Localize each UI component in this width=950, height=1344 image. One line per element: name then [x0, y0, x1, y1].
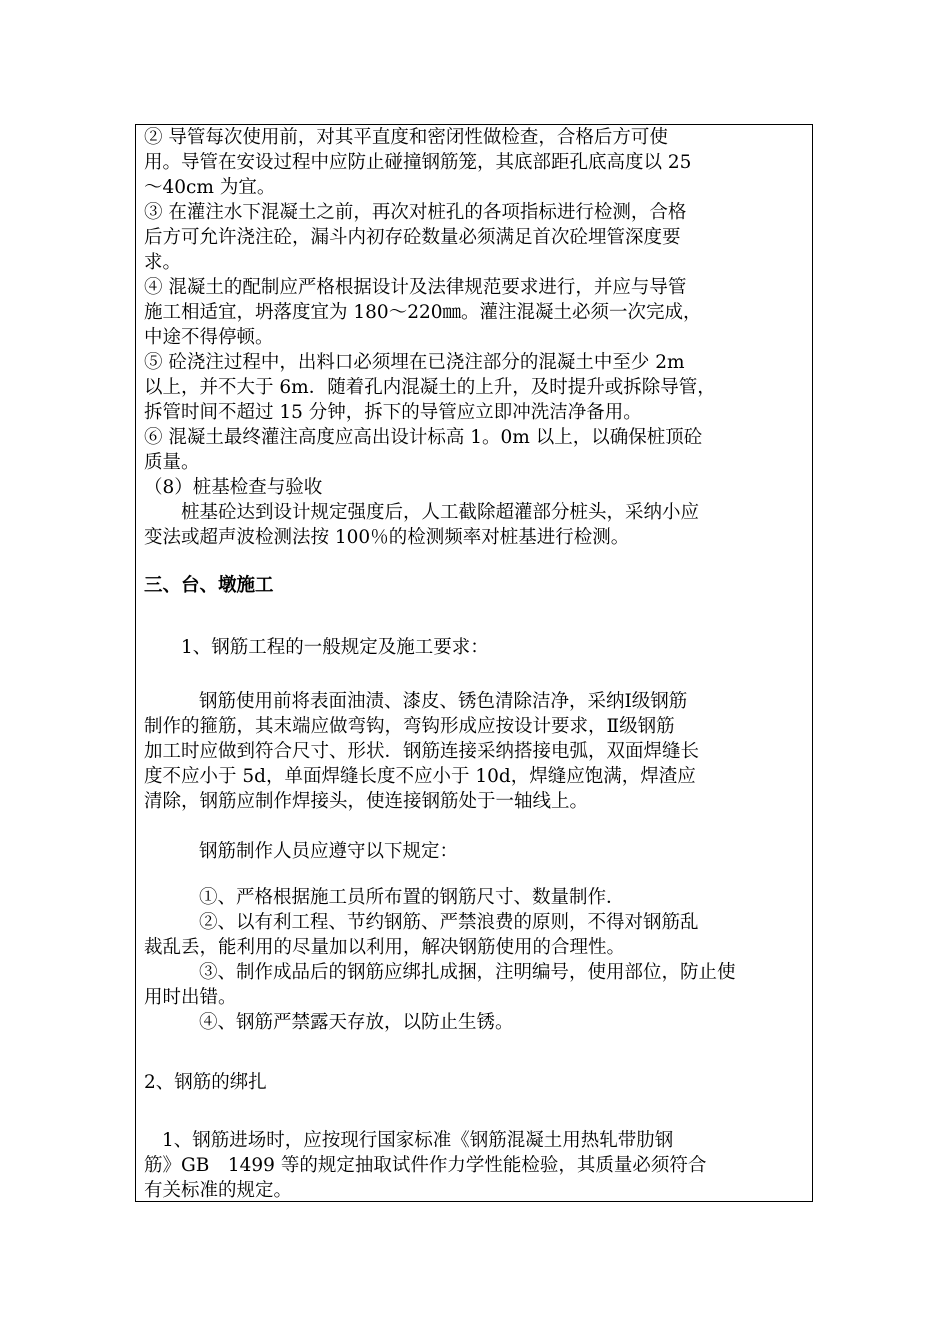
text-line: ⑥ 混凝土最终灌注高度应高出设计标高 1。0m 以上，以确保桩顶砼 — [144, 427, 703, 448]
document-frame — [135, 124, 813, 1202]
subsection-heading-text: 2、钢筋的绑扎 — [144, 1072, 267, 1093]
text-line: ～40cm 为宜。 — [144, 177, 276, 198]
text-line: 筋》GB 1499 等的规定抽取试件作力学性能检验，其质量必须符合 — [144, 1155, 707, 1176]
list-item-5 — [144, 350, 806, 425]
rule-item: ②、以有利工程、节约钢筋、严禁浪费的原则，不得对钢筋乱 — [199, 912, 699, 933]
subsection-heading-2 — [144, 1070, 806, 1095]
section-heading — [144, 573, 806, 598]
rule-item: ④、钢筋严禁露天存放，以防止生锈。 — [199, 1012, 514, 1033]
text-line: 以上，并不大于 6m．随着孔内混凝土的上升，及时提升或拆除导管， — [144, 377, 716, 398]
pile-heading — [144, 475, 806, 500]
text-line: 清除，钢筋应制作焊接头，使连接钢筋处于一轴线上。 — [144, 791, 589, 812]
binding-paragraph — [144, 1128, 806, 1202]
rule-item: ③、制作成品后的钢筋应绑扎成捆，注明编号，使用部位，防止使 — [199, 962, 736, 983]
rules-list — [144, 885, 806, 1035]
text-line: ⑤ 砼浇注过程中，出料口必须埋在已浇注部分的混凝土中至少 2m — [144, 352, 685, 373]
pile-paragraph — [144, 500, 806, 550]
text-line: 求。 — [144, 252, 182, 273]
rule-item-continuation: 用时出错。 — [144, 987, 237, 1008]
text-line: 加工时应做到符合尺寸、形状．钢筋连接采纳搭接电弧，双面焊缝长 — [144, 741, 700, 762]
text-line: 质量。 — [144, 452, 200, 473]
rules-intro-text: 钢筋制作人员应遵守以下规定： — [199, 841, 459, 862]
list-item-3 — [144, 200, 806, 275]
text-line: 制作的箍筋，其末端应做弯钩，弯钩形成应按设计要求，Ⅱ级钢筋 — [144, 716, 675, 737]
rule-item-continuation: 裁乱丢，能利用的尽量加以利用，解决钢筋使用的合理性。 — [144, 937, 626, 958]
text-line: 用。导管在安设过程中应防止碰撞钢筋笼，其底部距孔底高度以 25 — [144, 152, 692, 173]
list-item-6 — [144, 425, 806, 475]
text-line: 施工相适宜，坍落度宜为 180～220㎜。灌注混凝土必须一次完成， — [144, 302, 702, 323]
subsection-heading-1 — [144, 635, 806, 660]
text-line: 度不应小于 5d，单面焊缝长度不应小于 10d，焊缝应饱满，焊渣应 — [144, 766, 696, 787]
list-item-4 — [144, 275, 806, 350]
text-line: 拆管时间不超过 15 分钟，拆下的导管应立即冲洗洁净备用。 — [144, 402, 642, 423]
rebar-paragraph — [144, 689, 806, 814]
text-line: 1、钢筋进场时，应按现行国家标准《钢筋混凝土用热轧带肋钢 — [162, 1130, 674, 1151]
rule-item: ①、严格根据施工员所布置的钢筋尺寸、数量制作． — [199, 887, 625, 908]
text-line: 变法或超声波检测法按 100％的检测频率对桩基进行检测。 — [144, 527, 630, 548]
text-line: 钢筋使用前将表面油渍、漆皮、锈色清除洁净，采纳Ⅰ级钢筋 — [199, 691, 688, 712]
text-line: 后方可允许浇注砼，漏斗内初存砼数量必须满足首次砼埋管深度要 — [144, 227, 681, 248]
text-line: ③ 在灌注水下混凝土之前，再次对桩孔的各项指标进行检测，合格 — [144, 202, 687, 223]
list-item-2 — [144, 125, 806, 200]
text-line: ④ 混凝土的配制应严格根据设计及法律规范要求进行，并应与导管 — [144, 277, 687, 298]
text-line: 中途不得停顿。 — [144, 327, 274, 348]
text-line: 桩基砼达到设计规定强度后，人工截除超灌部分桩头，采纳小应 — [181, 502, 700, 523]
subsection-heading-text: 1、钢筋工程的一般规定及施工要求： — [181, 637, 489, 658]
text-line: 有关标准的规定。 — [144, 1180, 293, 1201]
section-heading-text: 三、台、墩施工 — [144, 575, 274, 596]
text-line: ② 导管每次使用前，对其平直度和密闭性做检查，合格后方可使 — [144, 127, 668, 148]
pile-heading-text: （8）桩基检查与验收 — [144, 477, 323, 498]
rules-intro — [144, 839, 806, 864]
